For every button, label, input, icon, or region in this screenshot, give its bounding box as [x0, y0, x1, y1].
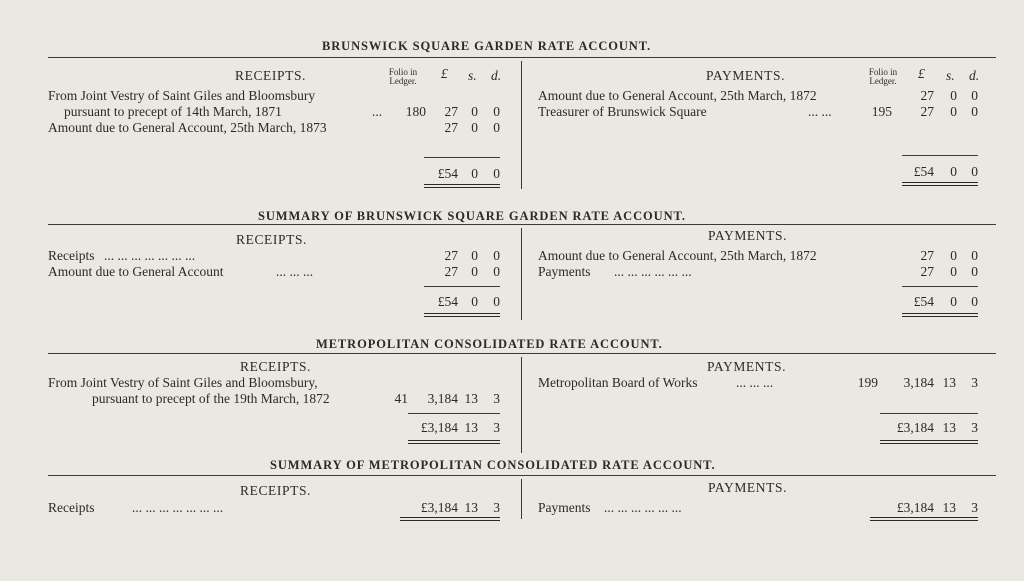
total-pence: 0 [971, 164, 978, 179]
total-rule [424, 157, 500, 158]
total-pence: 0 [971, 294, 978, 309]
pound-value: 27 [444, 248, 458, 263]
section-title-brunswick: BRUNSWICK SQUARE GARDEN RATE ACCOUNT. [322, 39, 652, 53]
total-rule [408, 413, 500, 414]
payment-label: Metropolitan Board of Works [538, 375, 698, 390]
receipt-label: From Joint Vestry of Saint Giles and Bloomsbury, [48, 375, 318, 390]
receipts-heading: RECEIPTS. [236, 232, 308, 247]
payment-label: Payments [538, 500, 591, 515]
pence-value: 0 [493, 248, 500, 263]
folio-heading-line2: Ledger. [389, 76, 417, 86]
total-double-rule [400, 517, 500, 521]
total-pound: £54 [913, 294, 934, 309]
total-double-rule [902, 313, 978, 317]
payment-label: Payments [538, 264, 591, 279]
total-rule [880, 413, 978, 414]
pence-value: 0 [493, 104, 500, 119]
leader-dots: ... ... ... ... ... ... [604, 500, 682, 515]
pence-value: 3 [971, 375, 978, 390]
pence-value: 3 [971, 500, 978, 515]
pound-value: 27 [444, 264, 458, 279]
total-shilling: 0 [471, 294, 478, 309]
shilling-value: 0 [471, 120, 478, 135]
folio-value: 41 [394, 391, 408, 406]
folio-heading-line2: Ledger. [869, 76, 897, 86]
total-rule [424, 286, 500, 287]
total-shilling: 0 [950, 294, 957, 309]
total-rule [902, 155, 978, 156]
payments-heading: PAYMENTS. [707, 359, 787, 374]
divider-s1 [521, 61, 522, 189]
pound-value: £3,184 [896, 500, 934, 515]
total-pence: 3 [971, 420, 978, 435]
section-title-metropolitan-summary: SUMMARY OF METROPOLITAN CONSOLIDATED RATE ACCOUNT. [270, 458, 716, 472]
total-pence: 0 [493, 294, 500, 309]
payment-label: Amount due to General Account, 25th March, 1872 [538, 88, 817, 103]
payment-label: Treasurer of Brunswick Square [538, 104, 707, 119]
pound-value: 27 [920, 104, 934, 119]
pence-heading: d. [969, 68, 980, 83]
pound-heading: £ [918, 66, 925, 81]
shilling-value: 0 [950, 88, 957, 103]
shilling-value: 13 [942, 375, 956, 390]
total-double-rule [408, 440, 500, 444]
leader-dots: ... ... ... ... ... ... [614, 264, 692, 279]
shilling-value: 0 [950, 264, 957, 279]
receipt-label: Receipts [48, 248, 95, 263]
divider-s2 [521, 228, 522, 320]
pence-heading: d. [491, 68, 502, 83]
leader-dots: ... ... ... ... ... ... ... [104, 248, 196, 263]
rule-top-s3 [48, 353, 996, 354]
pound-value: 3,184 [903, 375, 934, 390]
folio-value: 199 [857, 375, 878, 390]
receipts-heading: RECEIPTS. [235, 68, 307, 83]
receipt-label: Amount due to General Account [48, 264, 224, 279]
shilling-value: 13 [464, 391, 478, 406]
total-rule [902, 286, 978, 287]
pound-value: 27 [444, 104, 458, 119]
shilling-heading: s. [946, 68, 955, 83]
leader-dots: ... ... ... [276, 264, 314, 279]
pence-value: 0 [971, 248, 978, 263]
rule-top-s1 [48, 57, 996, 58]
total-double-rule [424, 313, 500, 317]
section-title-brunswick-summary: SUMMARY OF BRUNSWICK SQUARE GARDEN RATE ACCOUNT. [258, 209, 686, 223]
total-shilling: 13 [464, 420, 478, 435]
shilling-value: 0 [950, 104, 957, 119]
receipts-heading: RECEIPTS. [240, 359, 312, 374]
pound-value: 27 [920, 264, 934, 279]
receipt-label: From Joint Vestry of Saint Giles and Bloomsbury [48, 88, 316, 103]
divider-s4 [521, 479, 522, 519]
shilling-value: 0 [950, 248, 957, 263]
total-shilling: 0 [950, 164, 957, 179]
leader-dots: ... ... [808, 104, 832, 119]
rule-top-s4 [48, 475, 996, 476]
pence-value: 0 [493, 264, 500, 279]
total-double-rule [870, 517, 978, 521]
pence-value: 0 [971, 104, 978, 119]
shilling-value: 13 [942, 500, 956, 515]
receipt-label-continued: pursuant to precept of the 19th March, 1872 [92, 391, 330, 406]
pence-value: 3 [493, 500, 500, 515]
total-pound: £54 [437, 294, 458, 309]
pound-value: 27 [920, 88, 934, 103]
leader-dots: ... ... ... ... ... ... ... [132, 500, 224, 515]
total-pound: £3,184 [420, 420, 458, 435]
rule-top-s2 [48, 224, 996, 225]
shilling-value: 13 [464, 500, 478, 515]
shilling-value: 0 [471, 104, 478, 119]
pence-value: 0 [493, 120, 500, 135]
payments-heading: PAYMENTS. [706, 68, 786, 83]
pound-value: 27 [444, 120, 458, 135]
leader-dots: ... ... ... [736, 375, 774, 390]
folio-heading-line1: Folio in [388, 67, 418, 77]
shilling-heading: s. [468, 68, 477, 83]
total-double-rule [902, 182, 978, 186]
pound-value: 27 [920, 248, 934, 263]
folio-value: 180 [405, 104, 426, 119]
payment-label: Amount due to General Account, 25th March, 1872 [538, 248, 817, 263]
total-double-rule [424, 184, 500, 188]
receipts-heading: RECEIPTS. [240, 483, 312, 498]
folio-value: 195 [871, 104, 892, 119]
pound-value: £3,184 [420, 500, 458, 515]
receipt-label: Receipts [48, 500, 95, 515]
payments-heading: PAYMENTS. [708, 228, 788, 243]
payments-heading: PAYMENTS. [708, 480, 788, 495]
shilling-value: 0 [471, 248, 478, 263]
receipt-label-continued: pursuant to precept of 14th March, 1871 [64, 104, 282, 119]
divider-s3 [521, 357, 522, 453]
total-shilling: 0 [471, 166, 478, 181]
total-double-rule [880, 440, 978, 444]
section-title-metropolitan: METROPOLITAN CONSOLIDATED RATE ACCOUNT. [316, 337, 663, 351]
pence-value: 0 [971, 264, 978, 279]
pound-heading: £ [441, 66, 448, 81]
total-pence: 3 [493, 420, 500, 435]
shilling-value: 0 [471, 264, 478, 279]
leader-dots: ... [372, 104, 383, 119]
total-pound: £3,184 [896, 420, 934, 435]
pound-value: 3,184 [427, 391, 458, 406]
pence-value: 0 [971, 88, 978, 103]
receipt-label: Amount due to General Account, 25th March, 1873 [48, 120, 327, 135]
total-pound: £54 [437, 166, 458, 181]
total-pence: 0 [493, 166, 500, 181]
folio-heading-line1: Folio in [868, 67, 898, 77]
total-pound: £54 [913, 164, 934, 179]
total-shilling: 13 [942, 420, 956, 435]
pence-value: 3 [493, 391, 500, 406]
